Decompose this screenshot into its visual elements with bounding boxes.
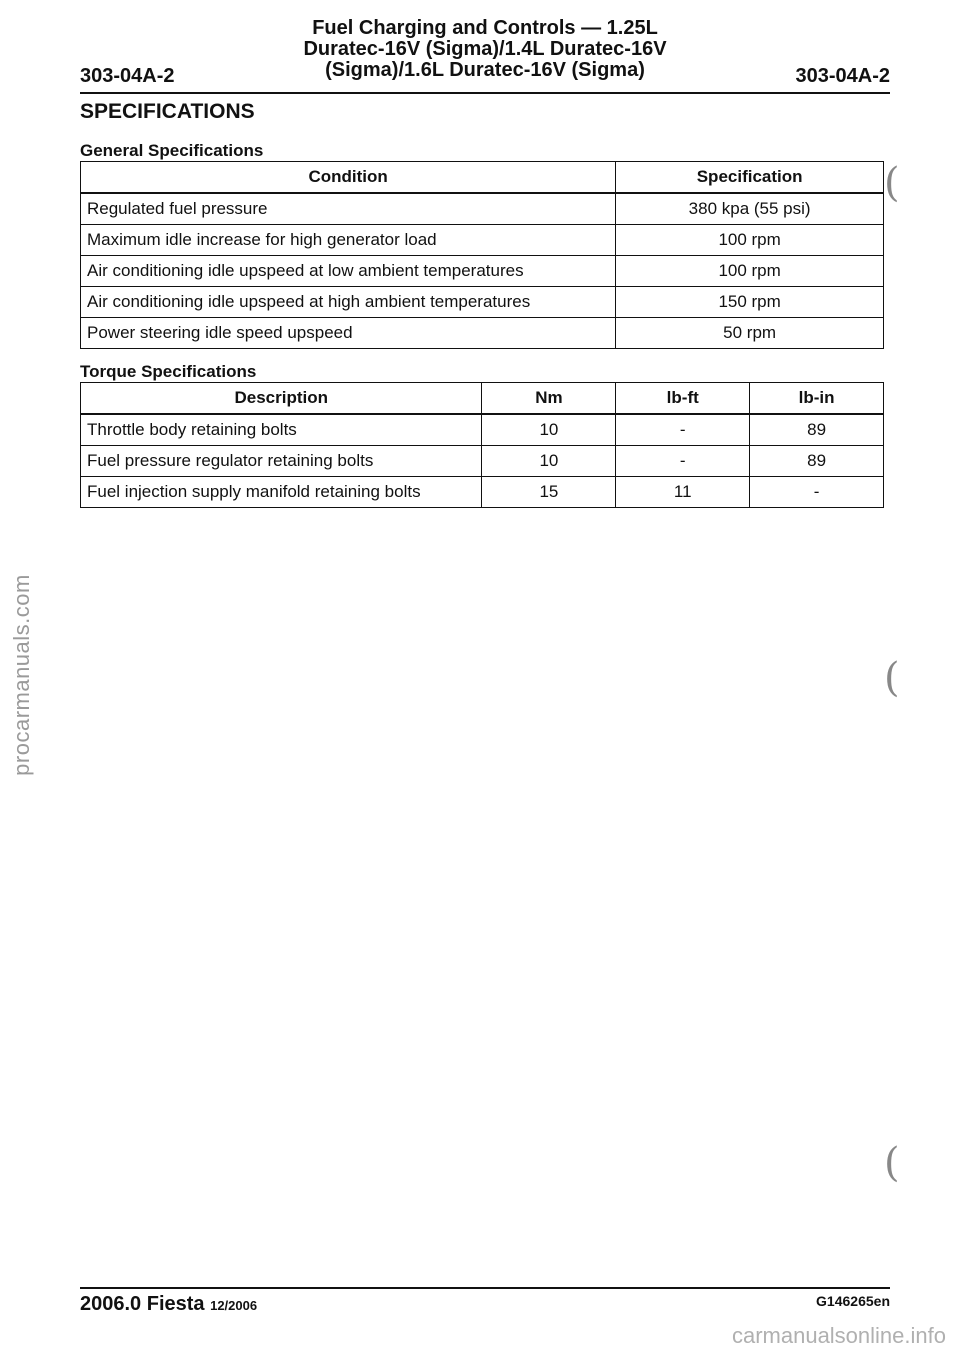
table-row bbox=[81, 414, 884, 446]
specification-cell: 380 kpa (55 psi) bbox=[616, 193, 884, 225]
specification-cell: 150 rpm bbox=[616, 287, 884, 318]
table-row bbox=[81, 256, 884, 287]
description-cell: Throttle body retaining bolts bbox=[81, 414, 482, 446]
title-line-2: Duratec-16V (Sigma)/1.4L Duratec-16V bbox=[303, 38, 667, 60]
lb-in-cell: 89 bbox=[750, 446, 884, 477]
column-header-lb-ft: lb-ft bbox=[616, 383, 750, 415]
page-title bbox=[80, 18, 890, 81]
lb-in-cell: 89 bbox=[750, 414, 884, 446]
footer-rule bbox=[80, 1287, 890, 1289]
nm-cell: 10 bbox=[482, 414, 616, 446]
condition-cell: Air conditioning idle upspeed at high ambient temperatures bbox=[81, 287, 616, 318]
specification-cell: 50 rpm bbox=[616, 318, 884, 349]
lb-ft-cell: - bbox=[616, 414, 750, 446]
table-row bbox=[81, 318, 884, 349]
scan-artifact-mark: ( bbox=[884, 655, 900, 701]
condition-cell: Air conditioning idle upspeed at low ambient temperatures bbox=[81, 256, 616, 287]
footer-model-name: 2006.0 Fiesta bbox=[80, 1293, 205, 1315]
column-header-condition: Condition bbox=[81, 162, 616, 194]
bottom-watermark: carmanualsonline.info bbox=[731, 1323, 946, 1348]
column-header-specification: Specification bbox=[616, 162, 884, 194]
title-line-1: Fuel Charging and Controls — 1.25L bbox=[312, 17, 658, 39]
side-watermark: procarmanuals.com bbox=[9, 574, 34, 776]
condition-cell: Power steering idle speed upspeed bbox=[81, 318, 616, 349]
page-code-left: 303-04A-2 bbox=[80, 65, 175, 87]
table-row bbox=[81, 225, 884, 256]
table-row bbox=[81, 477, 884, 508]
general-specs-table bbox=[80, 161, 884, 349]
nm-cell: 10 bbox=[482, 446, 616, 477]
page-header bbox=[80, 18, 890, 98]
torque-specs-table bbox=[80, 382, 884, 508]
description-cell: Fuel injection supply manifold retaining bolts bbox=[81, 477, 482, 508]
section-title: SPECIFICATIONS bbox=[80, 100, 255, 123]
condition-cell: Regulated fuel pressure bbox=[81, 193, 616, 225]
scan-artifact-mark: ( bbox=[884, 1140, 900, 1186]
footer-model bbox=[80, 1293, 257, 1316]
column-header-lb-in: lb-in bbox=[750, 383, 884, 415]
lb-ft-cell: 11 bbox=[616, 477, 750, 508]
table-header-row bbox=[81, 162, 884, 194]
condition-cell: Maximum idle increase for high generator load bbox=[81, 225, 616, 256]
description-cell: Fuel pressure regulator retaining bolts bbox=[81, 446, 482, 477]
specification-cell: 100 rpm bbox=[616, 225, 884, 256]
lb-in-cell: - bbox=[750, 477, 884, 508]
page-code-right: 303-04A-2 bbox=[795, 65, 890, 87]
lb-ft-cell: - bbox=[616, 446, 750, 477]
nm-cell: 15 bbox=[482, 477, 616, 508]
table-row bbox=[81, 287, 884, 318]
header-rule bbox=[80, 92, 890, 94]
torque-specs-title: Torque Specifications bbox=[80, 362, 257, 381]
table-row bbox=[81, 446, 884, 477]
footer-code: G146265en bbox=[816, 1293, 890, 1309]
column-header-description: Description bbox=[81, 383, 482, 415]
title-line-3: (Sigma)/1.6L Duratec-16V (Sigma) bbox=[325, 59, 645, 81]
footer-date: 12/2006 bbox=[210, 1298, 258, 1313]
column-header-nm: Nm bbox=[482, 383, 616, 415]
table-row bbox=[81, 193, 884, 225]
specification-cell: 100 rpm bbox=[616, 256, 884, 287]
scan-artifact-mark: ( bbox=[884, 160, 900, 206]
table-header-row bbox=[81, 383, 884, 415]
general-specs-title: General Specifications bbox=[80, 141, 264, 160]
